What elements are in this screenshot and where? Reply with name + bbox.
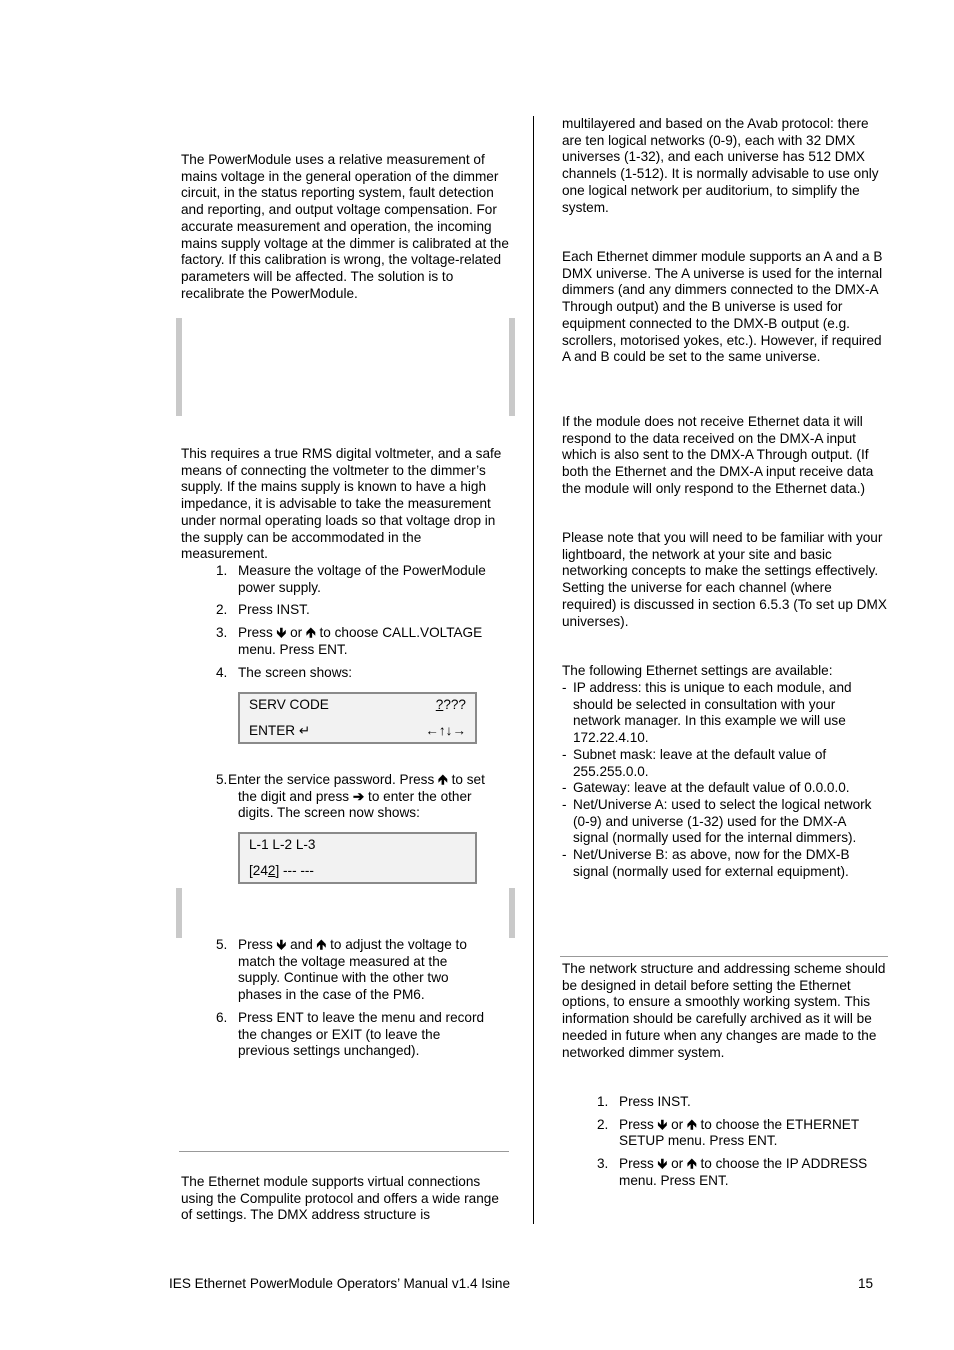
list-item: 1. Measure the voltage of the PowerModule power supply. bbox=[216, 563, 486, 595]
arrow-up-icon: 🡹 bbox=[438, 772, 448, 787]
list-item: 1. Press INST. bbox=[597, 1094, 691, 1109]
list-item: 6. Press ENT to leave the menu and record the changes or EXIT (to leave the previous settings unchanged). bbox=[216, 1009, 485, 1059]
lcd-line-2: [242] --- --- bbox=[249, 863, 314, 878]
note-bar-left bbox=[176, 318, 182, 416]
arrow-up-icon: 🡹 bbox=[316, 937, 327, 952]
list-item: - Net/Universe A: used to select the logical network (0-9) and universe (1-32) used for the DMX-A signal (normally used for the internal dimmers). bbox=[562, 796, 872, 846]
footer-title: IES Ethernet PowerModule Operators’ Manual v1.4 Isine bbox=[169, 1276, 511, 1291]
arrow-down-icon: 🡻 bbox=[657, 1116, 668, 1132]
arrow-down-icon: 🡻 bbox=[276, 625, 287, 641]
list-item: 2. Press INST. bbox=[216, 602, 310, 618]
settings-intro: The following Ethernet settings are available: bbox=[562, 663, 833, 678]
protocol-paragraph: multilayered and based on the Avab protocol: there are ten logical networks (0-9), each with 32 DMX universes (1-32), and each universe has 512 DMX channels (1-512). It is normally advisable to use only one logical network per auditorium, to simplify the system. bbox=[562, 116, 879, 215]
lcd-screen-service-code bbox=[238, 692, 477, 744]
note-bar-right bbox=[509, 318, 515, 416]
column-divider bbox=[533, 116, 534, 1224]
ethernet-setup-steps bbox=[597, 1094, 877, 1196]
list-item: - Gateway: leave at the default value of 0.0.0.0. bbox=[562, 780, 850, 796]
lcd-line-1: L-1 L-2 L-3 bbox=[249, 837, 316, 852]
lcd-line-1: SERV CODE ???? bbox=[249, 697, 466, 712]
arrow-up-icon: 🡹 bbox=[686, 1156, 697, 1172]
list-item: - IP address: this is unique to each module, and should be selected in consultation with your network manager. In this example we will use 172.22.4.10. bbox=[562, 680, 852, 746]
familiarity-paragraph: Please note that you will need to be familiar with your lightboard, the network at your site and basic networking concepts to make the settings effectively. Setting the universe for each channel (where required) is discussed in section 6.5.3 (To set up DMX universes). bbox=[562, 530, 887, 629]
list-item: 4. The screen shows: bbox=[216, 664, 353, 680]
page-number: 15 bbox=[858, 1276, 874, 1291]
note-bar-left-2 bbox=[176, 888, 182, 938]
ethernet-intro-paragraph: The Ethernet module supports virtual connections using the Compulite protocol and offers a wide range of settings. The DMX address structure is bbox=[181, 1174, 499, 1223]
section-rule-right bbox=[560, 956, 888, 957]
note-bar-right-2 bbox=[509, 888, 515, 938]
list-item: 5. Press 🡻 and 🡹 to adjust the voltage to match the voltage measured at the supply. Continue with the other two phases in the case of the PM6. bbox=[216, 937, 467, 1003]
network-design-paragraph: The network structure and addressing scheme should be designed in detail before setting the Ethernet options, to ensure a smoothly working system. This information should be carefully archived as it will be needed in future when any changes are made to the networked dimmer system. bbox=[562, 961, 886, 1060]
ethernet-settings-list bbox=[562, 680, 872, 880]
arrow-up-icon: 🡹 bbox=[686, 1116, 697, 1132]
requires-paragraph: This requires a true RMS digital voltmeter, and a safe means of connecting the voltmeter to the dimmer’s supply. If the mains supply is known to have a high impedance, it is advisable to take the measurement under normal operating loads so that voltage drop in the supply can be accommodated in the measurement. bbox=[181, 446, 502, 562]
step-5-enter-password: 5. Enter the service password. Press 🡹 to set the digit and press ➔ to enter the other digits. The screen now shows: bbox=[216, 772, 485, 821]
adjust-steps bbox=[216, 937, 491, 1066]
list-item: - Net/Universe B: as above, now for the DMX-B signal (normally used for external equipment). bbox=[562, 847, 850, 879]
section-rule-left bbox=[179, 1151, 509, 1152]
list-item: 3. Press 🡻 or 🡹 to choose CALL.VOLTAGE menu. Press ENT. bbox=[216, 625, 483, 657]
arrow-right-icon: ➔ bbox=[352, 788, 365, 804]
fallback-paragraph: If the module does not receive Ethernet data it will respond to the data received on the DMX-A input which is also sent to the DMX-A Through output. (If both the Ethernet and the DMX-A input receive data the module will only respond to the Ethernet data.) bbox=[562, 414, 874, 496]
lcd-line-2: ENTER ↵ ←↑↓→ bbox=[249, 723, 466, 738]
universe-paragraph: Each Ethernet dimmer module supports an A and a B DMX universe. The A universe is used for the internal dimmers (and any dimmers connected to the DMX-A Through output) and the B universe is used for equipment connected to the DMX-B output (e.g. scrollers, motorised yokes, etc.). However, if required A and B could be set to the same universe. bbox=[562, 249, 883, 365]
arrow-down-icon: 🡻 bbox=[657, 1156, 668, 1172]
list-item: 3. Press 🡻 or 🡹 to choose the IP ADDRESS menu. Press ENT. bbox=[597, 1156, 868, 1188]
list-item: 2. Press 🡻 or 🡹 to choose the ETHERNET SETUP menu. Press ENT. bbox=[597, 1116, 859, 1149]
calibration-steps bbox=[216, 563, 491, 687]
intro-paragraph: The PowerModule uses a relative measurement of mains voltage in the general operation of the dimmer circuit, in the status reporting system, fault detection and reporting, and output voltage compensation. For accurate measurement and operation, the incoming mains supply voltage at the dimmer is calibrated at the factory. If this calibration is wrong, the voltage-related parameters will be affected. The solution is to recalibrate the PowerModule. bbox=[181, 152, 509, 301]
list-item: - Subnet mask: leave at the default value of 255.255.0.0. bbox=[562, 746, 827, 779]
lcd-screen-voltage bbox=[238, 832, 477, 884]
arrow-up-icon: 🡹 bbox=[305, 625, 316, 641]
arrow-down-icon: 🡻 bbox=[276, 937, 287, 952]
